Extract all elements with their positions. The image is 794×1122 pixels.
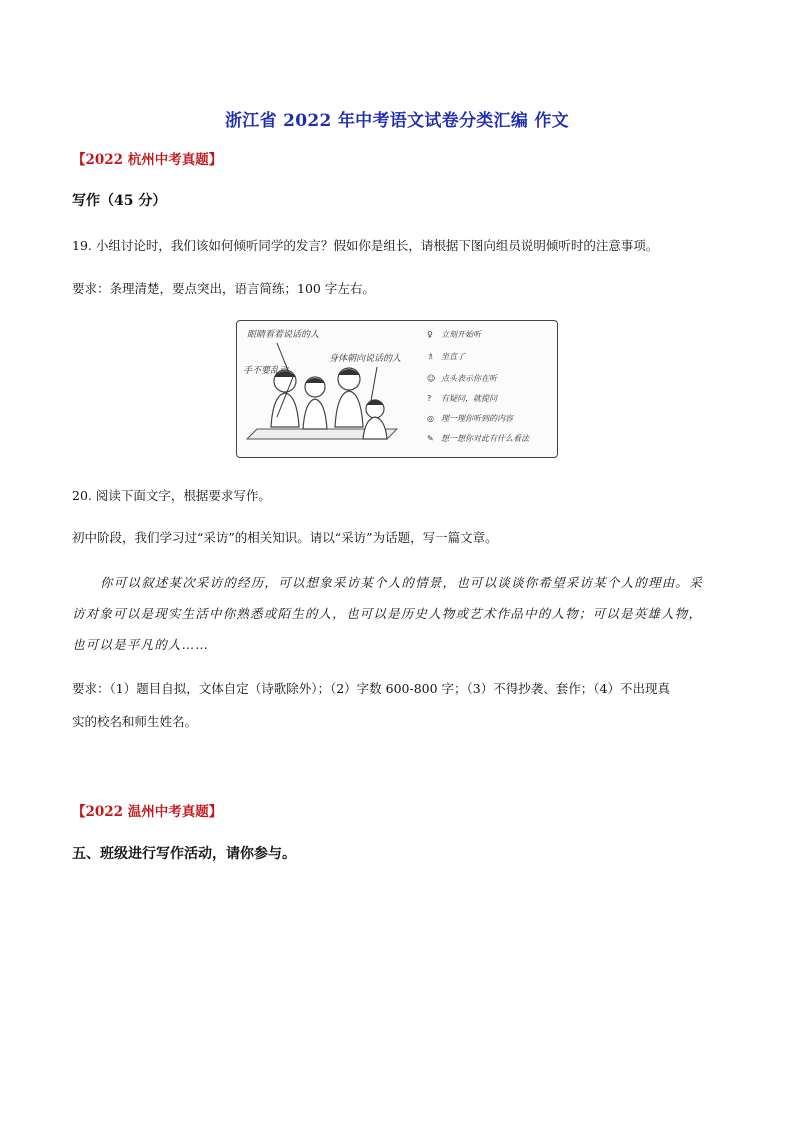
think-icon: ◎ — [427, 414, 434, 423]
label-eyes: 眼睛看着说话的人 — [247, 330, 320, 340]
tip-text: 坐直了 — [441, 352, 465, 361]
section-tag-wenzhou: 【2022 温州中考真题】 — [72, 804, 223, 820]
writing-heading: 写作（45 分） — [72, 193, 167, 209]
question-20-text: 20. 阅读下面文字，根据要求写作。 — [72, 488, 271, 503]
label-body: 身体朝向说话的人 — [329, 354, 402, 364]
question-20-requirement: 要求：（1）题目自拟，文体自定（诗歌除外）；（2）字数 600-800 字；（3）不得抄袭、套作；（4）不出现真 — [72, 681, 670, 696]
tip-text: 想一想你对此有什么看法 — [441, 434, 529, 443]
question-20-requirement: 实的校名和师生姓名。 — [72, 714, 198, 729]
tip-item — [427, 393, 497, 404]
question-19-text: 19. 小组讨论时，我们该如何倾听同学的发言？假如你是组长，请根据下图向组员说明倾听时的注意事项。 — [72, 238, 659, 253]
question-19-requirement: 要求：条理清楚，要点突出，语言简练；100 字左右。 — [72, 281, 375, 296]
tip-text: 有疑问，就提问 — [441, 394, 497, 403]
question-icon: ? — [427, 394, 432, 403]
prompt-line: 也可以是平凡的人…… — [72, 637, 210, 652]
label-hands: 手不要乱动 — [243, 366, 289, 376]
question-20-intro: 初中阶段，我们学习过“采访”的相关知识。请以“采访”为话题，写一篇文章。 — [72, 530, 498, 545]
prompt-line: 你可以叙述某次采访的经历，可以想象采访某个人的情景，也可以谈谈你希望采访某个人的理由。采 — [100, 575, 703, 590]
listening-figure — [236, 320, 558, 458]
section-2-heading: 五、班级进行写作活动，请你参与。 — [72, 846, 296, 862]
document-title: 浙江省 2022 年中考语文试卷分类汇编 作文 — [225, 111, 569, 131]
tip-text: 立刻开始听 — [441, 330, 481, 339]
tip-item — [427, 413, 513, 424]
nod-icon: ☺ — [427, 374, 436, 383]
tip-item — [427, 351, 465, 362]
tip-item — [427, 433, 529, 444]
prompt-line: 访对象可以是现实生活中你熟悉或陌生的人，也可以是历史人物或艺术作品中的人物；可以是英雄人物， — [72, 606, 703, 621]
ear-icon: ♀ — [427, 330, 433, 339]
sit-icon: ♗ — [427, 352, 435, 361]
idea-icon: ✎ — [427, 434, 434, 443]
tip-text: 点头表示你在听 — [441, 374, 497, 383]
section-tag-hangzhou: 【2022 杭州中考真题】 — [72, 152, 223, 168]
tip-item — [427, 373, 497, 384]
tip-item — [427, 329, 481, 340]
tip-text: 理一理你听到的内容 — [441, 414, 513, 423]
